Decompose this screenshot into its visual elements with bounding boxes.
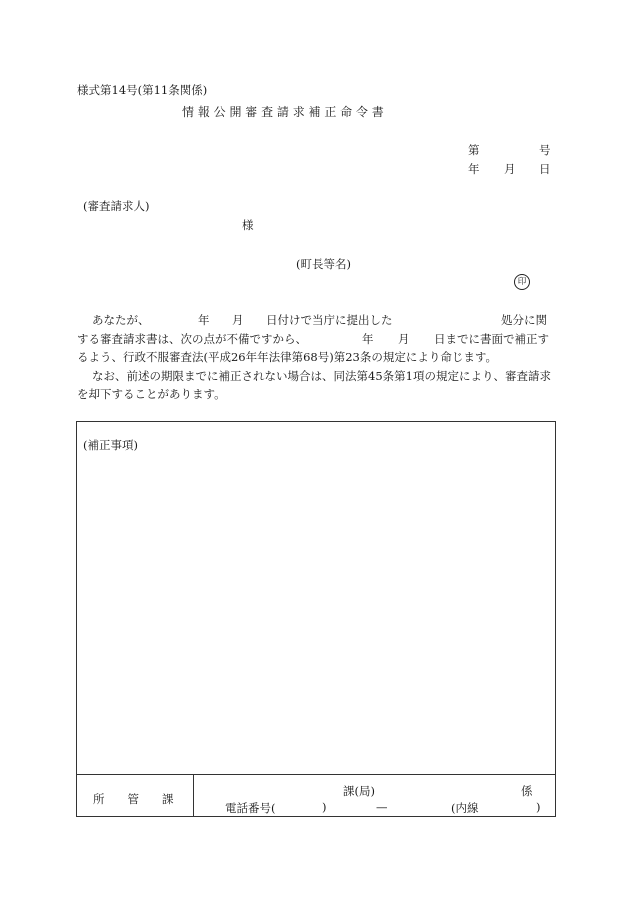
honorific-sama: 様 [242,218,254,232]
para1-l1-start: あなたが、 [92,313,150,327]
correction-label: (補正事項) [83,438,138,452]
mayor-label: (町長等名) [296,257,351,271]
seal-icon: 印 [514,274,530,290]
document-title: 情 報 公 開 審 査 請 求 補 正 命 令 書 [182,105,384,119]
kakari-label: 係 [521,784,533,798]
para2-l1: なお、前述の期限までに補正されない場合は、同法第45条第1項の規定により、審査請求 [92,369,551,383]
date-month: 月 [504,162,516,176]
ka-label: 課(局) [343,784,375,798]
para1-l1-dated: 日付けで当庁に提出した [266,313,393,327]
phone-close: ) [322,800,327,814]
footer-column-divider [193,774,194,816]
date-year: 年 [468,162,480,176]
footer-divider [77,774,555,775]
dept-label: 所 管 課 [93,792,174,806]
phone-dash: — [376,800,388,814]
phone-label: 電話番号( [225,801,276,815]
para1-l2-start: する審査請求書は、次の点が不備ですから、 [77,332,307,346]
para1-l1-end: 処分に関 [501,313,547,327]
number-prefix: 第 [468,143,480,157]
para1-l3: るよう、行政不服審査法(平成26年年法律第68号)第23条の規定により命じます。 [77,350,497,364]
para1-l2-month: 月 [398,332,410,346]
correction-box [76,421,556,817]
para1-l1-month: 月 [232,313,244,327]
requester-label: (審査請求人) [83,199,150,213]
extension-close: ) [536,800,541,814]
para2-l2: を却下することがあります。 [77,387,226,401]
seal-mark [514,273,530,290]
number-suffix: 号 [539,143,551,157]
para1-l2-year: 年 [362,332,374,346]
date-day: 日 [539,162,551,176]
form-number: 様式第14号(第11条関係) [77,83,208,97]
para1-l1-year: 年 [198,313,210,327]
extension-label: (内線 [451,801,479,815]
para1-l2-end: 日までに書面で補正す [434,332,549,346]
